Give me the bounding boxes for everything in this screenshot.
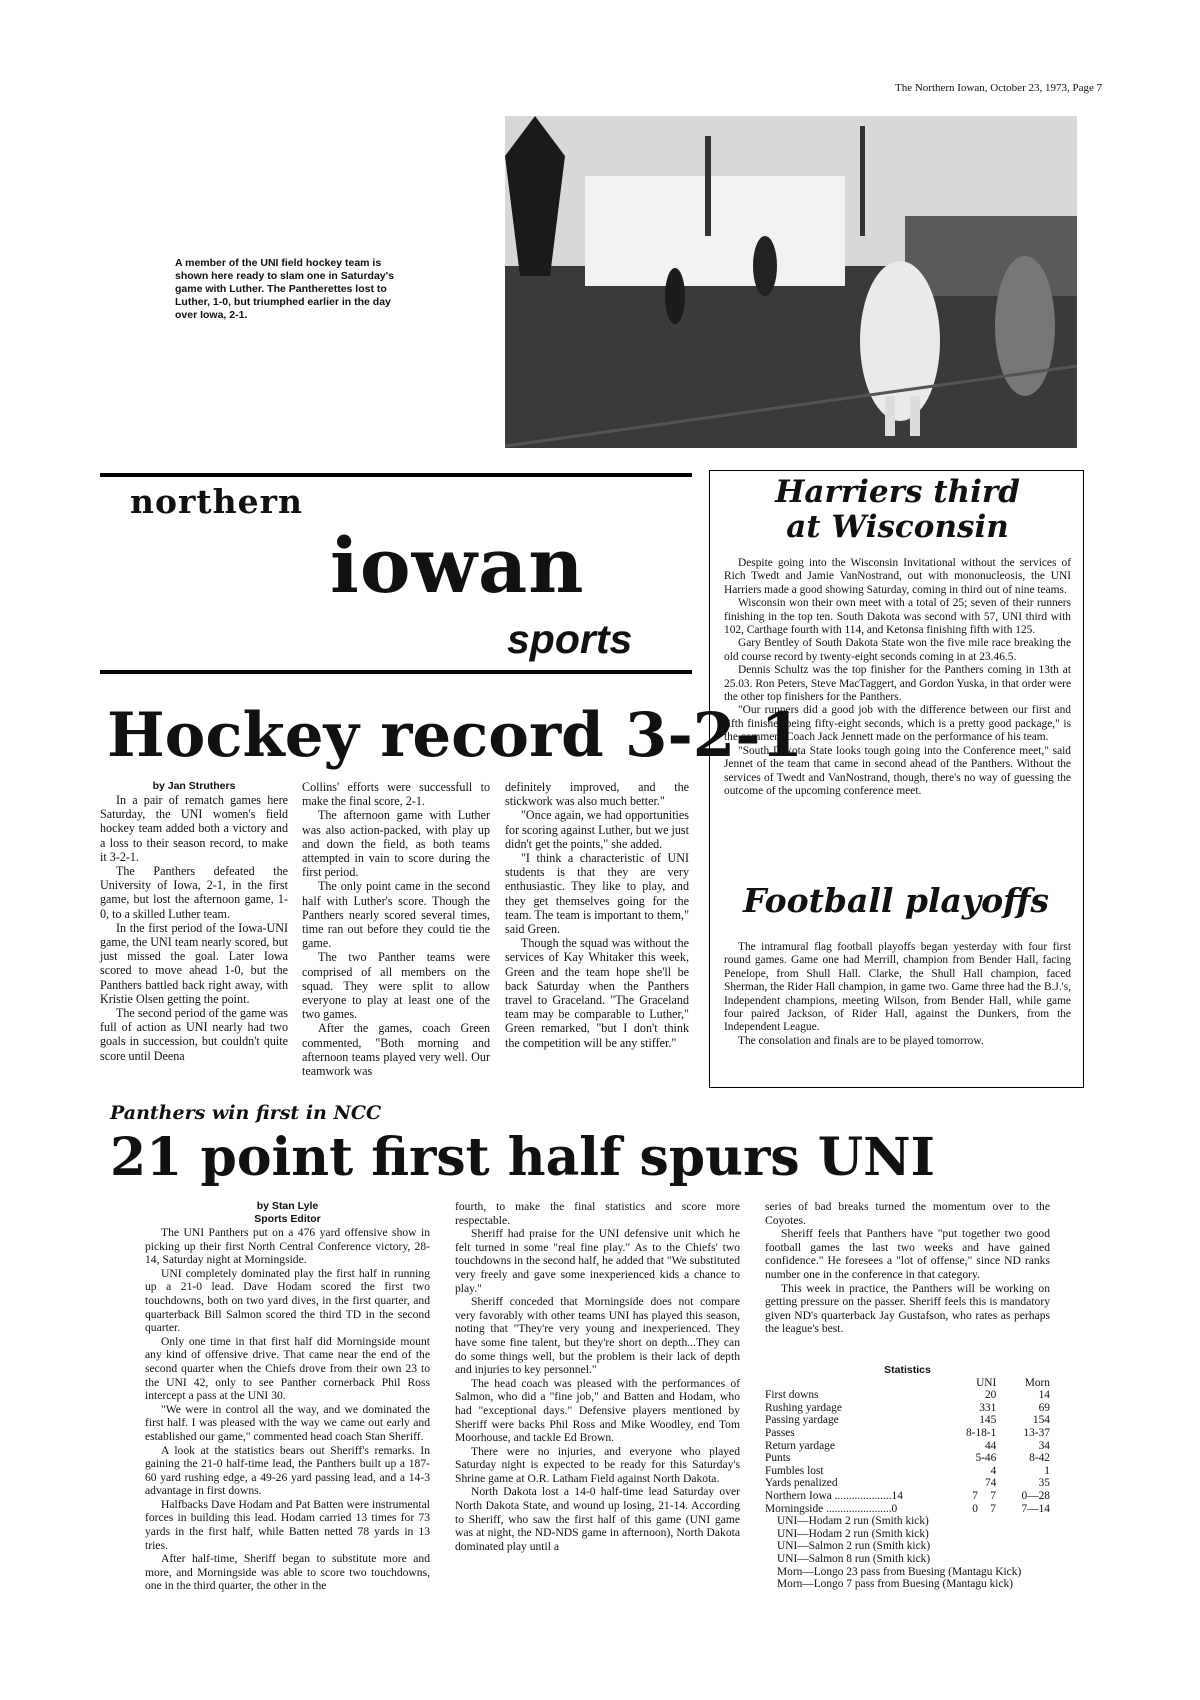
line-score-table (765, 1490, 1050, 1515)
football-paragraph: "We were in control all the way, and we dominated the first half. I was pleased with the way we came out early and established our game," commented head coach Stan Sheriff. (145, 1402, 430, 1443)
harriers-paragraph: "South Dakota State looks tough going into the Conference meet," said Jennet of the team that came in second ahead of the Panthers. Without the services of Twedt and VanNostrand, though, there's no way of guessing the outcome of the upcoming conference meet. (724, 744, 1071, 797)
stat-label: Passes (765, 1426, 795, 1439)
hockey-paragraph: "Once again, we had opportunities for scoring against Luther, but we just didn't get the points," she added. (505, 808, 689, 851)
hockey-paragraph: The second period of the game was full of action as UNI nearly had two goals in succession, but couldn't quite score until Deena (100, 1006, 288, 1063)
hockey-paragraph: The Panthers defeated the University of Iowa, 2-1, in the first game, but lost the afternoon game, 1-0, to a skilled Luther team. (100, 864, 288, 921)
scoring-play: UNI—Salmon 2 run (Smith kick) (777, 1540, 931, 1553)
harriers-headline: Harriers third at Wisconsin (775, 474, 1020, 545)
hockey-paragraph: Though the squad was without the services of Kay Whitaker this week, Green and the team hope she'll be back Saturday when the Panthers travel to Graceland. "The Graceland team may be comparable to Luther," Green remarked, "but I don't think the competition will be any stiffer." (505, 936, 689, 1050)
line-score-q4: 7—14 (1021, 1502, 1050, 1515)
stat-label: First downs (765, 1389, 819, 1402)
line-score-q4: 0—28 (1021, 1489, 1050, 1502)
line-score-q2: 7 (972, 1489, 978, 1502)
hockey-paragraph: In the first period of the Iowa-UNI game, the UNI team nearly scored, but just missed the goal. Later Iowa scored to move ahead 1-0, but the Panthers battled back right away, with Kristie Olsen getting the point. (100, 920, 288, 1006)
photo-caption: A member of the UNI field hockey team is shown here ready to slam one in Saturday's game with Luther. The Pantherettes lost to Luther, 1-0, but triumphed earlier in the day over Iowa, 2-1. (175, 257, 394, 321)
scoring-play: Morn—Longo 7 pass from Buesing (Mantagu kick) (777, 1578, 1014, 1591)
football-paragraph: UNI completely dominated play the first half in running up a 21-0 lead. Dave Hodam scored the first two touchdowns, both on two yard dives, in the first quarter, and quarterback Bill Salmon scored the third TD in the second quarter. (145, 1266, 430, 1335)
line-score-team: Northern Iowa ....................14 (765, 1489, 903, 1502)
statistics-header-cell: Morn (1024, 1376, 1050, 1389)
hockey-paragraph: definitely improved, and the stickwork was also much better." (505, 780, 689, 809)
stat-uni: 74 (984, 1477, 997, 1490)
football-column-2 (455, 1200, 740, 1553)
stat-morn: 8-42 (1029, 1452, 1050, 1465)
hockey-column-2 (302, 780, 490, 1078)
stat-morn: 35 (1038, 1477, 1050, 1490)
stat-uni: 331 (979, 1401, 997, 1414)
stat-uni: 44 (984, 1439, 997, 1452)
scoring-play: Morn—Longo 23 pass from Buesing (Mantagu Kick) (777, 1565, 1022, 1578)
scoring-summary (765, 1515, 1050, 1591)
football-paragraph: This week in practice, the Panthers will be working on getting pressure on the passer. Sheriff feels this is mandatory given ND's quarterback Jay Gustafson, who rates as perhaps the league's best. (765, 1281, 1050, 1336)
hockey-byline: by Jan Struthers (152, 780, 236, 792)
masthead-sports: sports (507, 616, 633, 662)
hockey-headline: Hockey record 3-2-1 (107, 700, 803, 771)
football-paragraph: Sheriff feels that Panthers have "put together two good football games the last two weeks and have gained confidence." He foresees a "lot of offense," since ND ranks number one in the conference in that category. (765, 1227, 1050, 1281)
harriers-paragraph: Wisconsin won their own meet with a total of 25; seven of their runners finishing in the top ten. South Dakota was second with 57, UNI third with 102, Carthage fourth with 114, and Ketonsa finishing fifth with 125. (724, 597, 1071, 637)
stat-label: Yards penalized (765, 1477, 838, 1490)
line-score-q3: 7 (990, 1502, 996, 1515)
football-byline-title: Sports Editor (254, 1213, 321, 1225)
harriers-paragraph: "Our runners did a good job with the difference between our first and fifth finisher being fifty-eight seconds, which is a pretty good package," is the comment Coach Jack Jennett made on the performance of his team. (724, 704, 1071, 744)
stat-uni: 8-18-1 (965, 1426, 997, 1439)
line-score-team: Morningside .......................0 (765, 1502, 898, 1515)
football-column-1 (145, 1200, 430, 1593)
page-header: The Northern Iowan, October 23, 1973, Page 7 (895, 82, 1103, 94)
statistics-title: Statistics (884, 1364, 931, 1376)
line-score-q3: 7 (990, 1489, 996, 1502)
masthead-top-rule (100, 473, 692, 477)
hockey-paragraph: "I think a characteristic of UNI students is that they are very enthusiastic. They like to play, and they get themselves going for the team. The team is important to them," said Green. (505, 851, 689, 937)
football-paragraph: Halfbacks Dave Hodam and Pat Batten were instrumental forces in building this lead. Hodam carried 13 times for 73 yards in the first half, while Batten netted 78 yards in 13 tries. (145, 1497, 430, 1552)
football-paragraph: North Dakota lost a 14-0 half-time lead Saturday over North Dakota State, and wound up losing, 21-14. According to Sheriff, who saw the first half of this game (UNI game was at night, the ND-NDS game in afternoon), North Dakota dominated play until a (455, 1485, 740, 1553)
stat-label: Passing yardage (765, 1414, 839, 1427)
stat-morn: 1 (1044, 1464, 1050, 1477)
hockey-paragraph: The two Panther teams were comprised of all members on the squad. They were split to allow everyone to play at least one of the two games. (302, 950, 490, 1022)
table-row (765, 1402, 1050, 1415)
table-row (765, 1465, 1050, 1478)
statistics-header-row (765, 1377, 1050, 1390)
football-kicker: Panthers win first in NCC (110, 1102, 382, 1124)
line-score-q2: 0 (972, 1502, 978, 1515)
harriers-paragraph: Despite going into the Wisconsin Invitational without the services of Rich Twedt and Jamie VanNostrand, out with mononucleosis, the UNI Harriers made a good showing Saturday, coming in third out of nine teams. (724, 557, 1071, 596)
hockey-column-1 (100, 780, 288, 1063)
hockey-column-3 (505, 780, 689, 1050)
stat-label: Fumbles lost (765, 1464, 824, 1477)
stat-label: Punts (765, 1452, 791, 1465)
stat-label: Rushing yardage (765, 1401, 842, 1414)
football-paragraph: The head coach was pleased with the performances of Salmon, who did a "fine job," and Batten and Hodam, who had "exceptional days." Defensive players mentioned by Sheriff were backs Phil Ross and Mike Woodley, end Tom Moorhouse, and tackle Ed Brown. (455, 1376, 740, 1445)
scoring-play: UNI—Hodam 2 run (Smith kick) (777, 1527, 929, 1540)
football-playoffs-headline: Football playoffs (743, 881, 1049, 920)
football-paragraph: Only one time in that first half did Morningside mount any kind of offensive drive. That came near the end of the second quarter when the Chiefs drove from their own 23 to the UNI 42, only to see Panther cornerback Phil Ross intercept a pass at the UNI 30. (145, 1334, 430, 1403)
football-headline: 21 point first half spurs UNI (110, 1127, 935, 1188)
masthead-northern: northern (130, 482, 303, 521)
stat-uni: 145 (979, 1414, 997, 1427)
football-column-3 (765, 1200, 1050, 1336)
football-paragraph: series of bad breaks turned the momentum over to the Coyotes. (765, 1200, 1050, 1227)
football-playoffs-paragraph: The intramural flag football playoffs began yesterday with four first round games. Game one had Merrill, champion from Bender Hall, facing Penelope, from Shull Hall. Clarke, the Shull Hall champion, faced Sherman, the Rider Hall champion, in game two. Game three had the B.J.'s, Independent champions, meeting Wilson, from Bender Hall, while game four paired Jackson, of Rider Hall, against the Dunkers, from the Independent League. (724, 941, 1071, 1034)
table-row (765, 1452, 1050, 1465)
table-row (765, 1503, 1050, 1516)
football-paragraph: fourth, to make the final statistics and score more respectable. (455, 1200, 740, 1227)
stat-label: Return yardage (765, 1439, 835, 1452)
football-paragraph: Sheriff conceded that Morningside does not compare very favorably with other teams UNI has played this season, noting that "They're very young and inexperienced. They have some fine talent, but they're short on depth...They can do some things well, but the problem is their lack of depth and injuries to key personnel." (455, 1295, 740, 1377)
statistics-table (765, 1377, 1050, 1490)
football-playoffs-body (724, 941, 1071, 1048)
table-row (765, 1427, 1050, 1440)
football-paragraph: The UNI Panthers put on a 476 yard offensive show in picking up their first North Central Conference victory, 28-14, Saturday night at Morningside. (145, 1226, 430, 1267)
football-paragraph: There were no injuries, and everyone who played Saturday night is expected to be ready for this Saturday's Shrine game at O.R. Latham Field against North Dakota. (455, 1444, 740, 1485)
harriers-box (709, 470, 1084, 1088)
table-row (765, 1490, 1050, 1503)
football-paragraph: A look at the statistics bears out Sheriff's remarks. In gaining the 21-0 half-time lead, the Panthers built up a 187-60 yard rushing edge, a 49-26 yard passing lead, and a 14-3 advantage in first downs. (145, 1443, 430, 1498)
table-row (765, 1477, 1050, 1490)
field-hockey-photo (505, 116, 1077, 448)
table-row (765, 1414, 1050, 1427)
scoring-play: UNI—Hodam 2 run (Smith kick) (777, 1515, 929, 1528)
football-byline-name: by Stan Lyle (256, 1200, 319, 1212)
statistics-header-cell: UNI (976, 1376, 997, 1389)
statistics-block (765, 1364, 1050, 1591)
masthead-iowan: iowan (330, 521, 585, 610)
scoring-play: UNI—Salmon 8 run (Smith kick) (777, 1552, 931, 1565)
stat-uni: 5-46 (975, 1452, 997, 1465)
table-row (765, 1440, 1050, 1453)
statistics-header-cell (765, 1377, 935, 1390)
hockey-paragraph: Collins' efforts were successfull to make the final score, 2-1. (302, 780, 490, 809)
football-paragraph: Sheriff had praise for the UNI defensive unit which he felt turned in some "real fine play." As to the Chiefs' two touchdowns in the second half, he added that "We substituted very freely and gave some inexperienced kids a chance to play." (455, 1227, 740, 1295)
stat-morn: 13-37 (1023, 1426, 1050, 1439)
hockey-paragraph: The afternoon game with Luther was also action-packed, with play up and down the field, as both teams attempted in vain to score during the first period. (302, 808, 490, 880)
stat-uni: 4 (990, 1464, 997, 1477)
football-playoffs-paragraph: The consolation and finals are to be played tomorrow. (738, 1034, 984, 1047)
hockey-paragraph: The only point came in the second half with Luther's score. Though the Panthers nearly scored several times, time ran out before they could tie the game. (302, 879, 490, 951)
table-row (765, 1389, 1050, 1402)
masthead-bottom-rule (100, 670, 692, 674)
stat-uni: 20 (984, 1389, 997, 1402)
stat-morn: 14 (1038, 1389, 1050, 1402)
harriers-body (724, 557, 1071, 798)
hockey-paragraph: In a pair of rematch games here Saturday, the UNI women's field hockey team added both a victory and a loss to their season record, to make it 3-2-1. (100, 793, 288, 864)
stat-morn: 69 (1038, 1401, 1050, 1414)
football-paragraph: After half-time, Sheriff began to substitute more and more, and Morningside was able to score two touchdowns, one in the third quarter, the other in the (145, 1552, 430, 1593)
stat-morn: 154 (1032, 1414, 1050, 1427)
hockey-paragraph: After the games, coach Green commented, "Both morning and afternoon teams played very well. Our teamwork was (302, 1021, 490, 1079)
harriers-paragraph: Gary Bentley of South Dakota State won the five mile race breaking the old course record by twenty-eight seconds coming in at 23.46.5. (724, 637, 1071, 663)
harriers-paragraph: Dennis Schultz was the top finisher for the Panthers coming in 13th at 25.03. Ron Peters, Steve MacTaggert, and Gordon Yuska, in that order were the other top finishers for the Panthers. (724, 664, 1071, 704)
stat-morn: 34 (1038, 1439, 1050, 1452)
